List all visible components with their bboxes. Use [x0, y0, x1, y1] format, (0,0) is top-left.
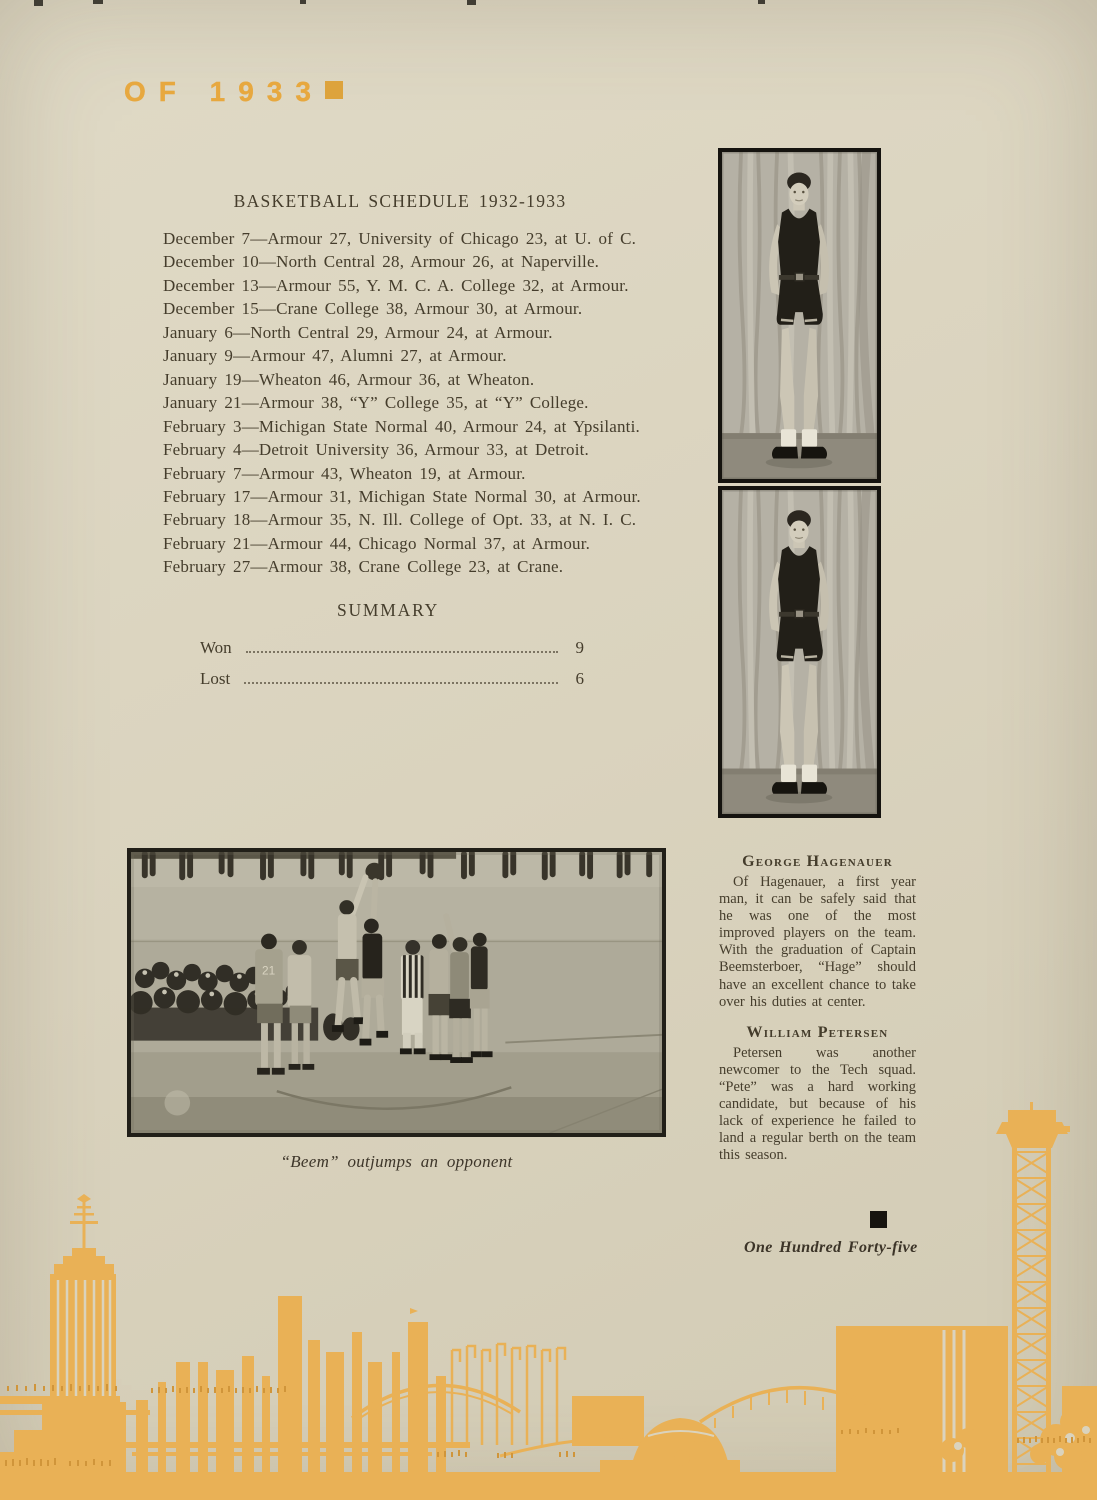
scan-speck	[758, 0, 765, 4]
summary-row-won	[200, 638, 584, 669]
schedule-game: February 3—Michigan State Normal 40, Armour 24, at Ypsilanti.	[163, 416, 640, 436]
schedule-game: December 13—Armour 55, Y. M. C. A. College 32, at Armour.	[163, 275, 629, 295]
summary-value: 6	[575, 669, 584, 688]
game-action-photo	[127, 848, 666, 1137]
bio-text: Of Hagenauer, a first year man, it can be safely said that he was one of the most improved players on the team. With the graduation of Captain Beemsterboer, “Hage” should have an excellent chance to take over his duties at center.	[719, 874, 916, 1010]
worlds-fair-skyline-illustration	[0, 1100, 1097, 1500]
summary-value: 9	[575, 638, 584, 657]
bio-name: William Petersen	[746, 1023, 889, 1041]
dot-leader	[246, 651, 558, 653]
schedule-game: February 27—Armour 38, Crane College 23, at Crane.	[163, 557, 564, 577]
schedule-title: BASKETBALL SCHEDULE 1932-1933	[233, 191, 567, 211]
summary-label: Lost	[200, 669, 231, 688]
carillon-tower	[0, 1194, 126, 1472]
summary-title: SUMMARY	[336, 600, 440, 620]
scan-speck	[467, 0, 476, 5]
scan-speck	[93, 0, 103, 4]
schedule-game: January 9—Armour 47, Alumni 27, at Armour.	[163, 346, 507, 366]
schedule-game: December 7—Armour 27, University of Chicago 23, at U. of C.	[163, 229, 637, 248]
schedule-game: February 18—Armour 35, N. Ill. College of Opt. 33, at N. I. C.	[163, 510, 637, 530]
tower-pinstripes	[58, 1280, 110, 1400]
schedule-game: January 19—Wheaton 46, Armour 36, at Wheaton.	[163, 369, 535, 389]
player-portrait-photo-2	[718, 486, 881, 818]
schedule-game: January 21—Armour 38, “Y” College 35, at “Y” College.	[163, 393, 589, 413]
schedule-game: February 17—Armour 31, Michigan State Normal 30, at Armour.	[163, 486, 641, 506]
schedule-game: December 15—Crane College 38, Armour 30, at Armour.	[163, 299, 583, 319]
schedule-game: February 7—Armour 43, Wheaton 19, at Armour.	[163, 463, 526, 483]
hall-of-science	[836, 1326, 1008, 1472]
game-photo-caption: “Beem” outjumps an opponent	[280, 1152, 513, 1171]
ground-band	[0, 1472, 1097, 1500]
schedule-game: February 21—Armour 44, Chicago Normal 37, at Armour.	[163, 533, 591, 553]
schedule-list	[163, 227, 683, 579]
summary-label: Won	[200, 638, 232, 657]
bio-name: George Hagenauer	[742, 853, 893, 870]
summary-table	[200, 638, 584, 700]
schedule-game: January 6—North Central 29, Armour 24, at Armour.	[163, 322, 553, 342]
player-portrait-photo-1	[718, 148, 881, 483]
schedule-game: December 10—North Central 28, Armour 26, at Naperville.	[163, 252, 600, 272]
scan-speck	[34, 0, 43, 6]
bio-george-hagenauer	[719, 853, 916, 1011]
page-number: One Hundred Forty-five	[744, 1239, 918, 1256]
flagpole-row	[452, 1344, 565, 1445]
schedule-game: February 4—Detroit University 36, Armour 33, at Detroit.	[163, 440, 589, 460]
gold-square-icon	[325, 81, 343, 99]
yearbook-brand-of-1933: OF 1933	[124, 76, 324, 107]
dot-leader	[244, 682, 558, 684]
summary-row-lost	[200, 669, 584, 700]
jersey-number: 21	[262, 964, 276, 978]
flag-pennant	[410, 1308, 418, 1314]
scan-speck	[300, 0, 306, 4]
bio-text: Petersen was another newcomer to the Tech squad. “Pete” was a hard working candidate, but because of his lack of experience he failed to land a regular berth on the team this season.	[719, 1044, 916, 1164]
